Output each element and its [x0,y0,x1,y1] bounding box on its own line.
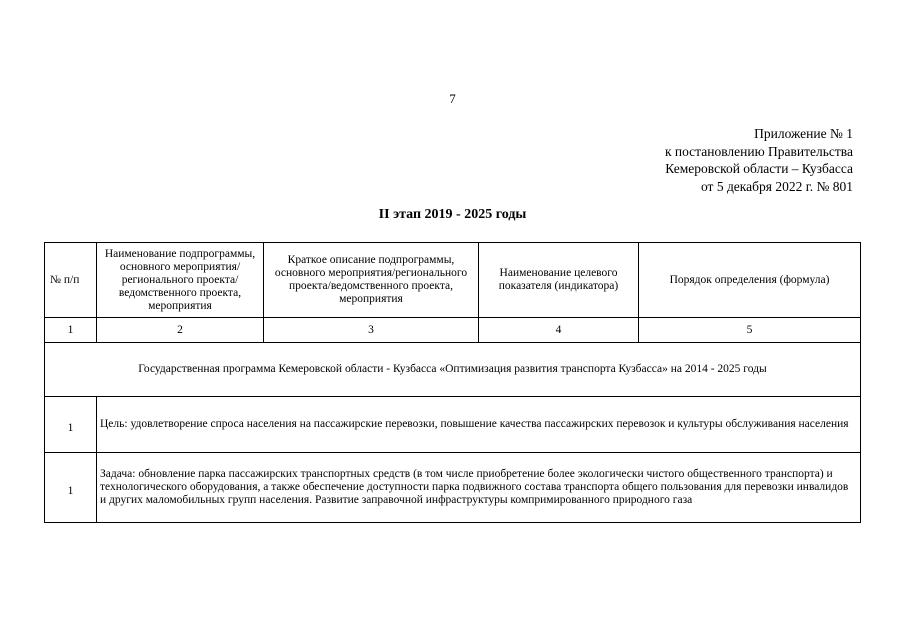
goal-text: Цель: удовлетворение спроса населения на пассажирские перевозки, повышение качества пассажирских перевозок и культуры обслуживания населения [97,397,861,453]
appendix-line-2: к постановлению Правительства [664,143,853,159]
header-indicator: Наименование целевого показателя (индикатора) [479,243,639,318]
appendix-line-4: от 5 декабря 2022 г. № 801 [700,178,853,194]
header-number: № п/п [45,243,97,318]
column-number-2: 2 [97,318,264,343]
appendix-line-1: Приложение № 1 [754,126,853,141]
header-name: Наименование подпрограммы, основного мероприятия/регионального проекта/ведомственного проекта, мероприятия [97,243,264,318]
header-description: Краткое описание подпрограммы, основного мероприятия/регионального проекта/ведомственного проекта, мероприятия [264,243,479,318]
goal-number: 1 [45,397,97,453]
program-row [45,343,861,397]
task-number: 1 [45,453,97,523]
task-row [45,453,861,523]
task-text: Задача: обновление парка пассажирских транспортных средств (в том числе приобретение более экологически чистого общественного транспорта) и технологического оборудования, а также обеспечение доступности парка подвижного состава транспорта общего пользования для перевозки инвалидов и других маломобильных групп населения. Развитие заправочной инфраструктуры компримированного природного газа [97,453,861,523]
header-formula: Порядок определения (формула) [639,243,861,318]
column-number-row [45,318,861,343]
column-number-3: 3 [264,318,479,343]
page-number: 7 [449,91,456,106]
program-table [44,242,861,523]
table-header-row [45,243,861,318]
appendix-block [665,125,853,195]
column-number-5: 5 [639,318,861,343]
goal-row [45,397,861,453]
appendix-line-3: Кемеровской области – Кузбасса [665,161,853,176]
program-title-cell: Государственная программа Кемеровской области - Кузбасса «Оптимизация развития транспорта Кузбасса» на 2014 - 2025 годы [45,343,861,397]
column-number-1: 1 [45,318,97,343]
column-number-4: 4 [479,318,639,343]
stage-title: II этап 2019 - 2025 годы [378,207,527,222]
